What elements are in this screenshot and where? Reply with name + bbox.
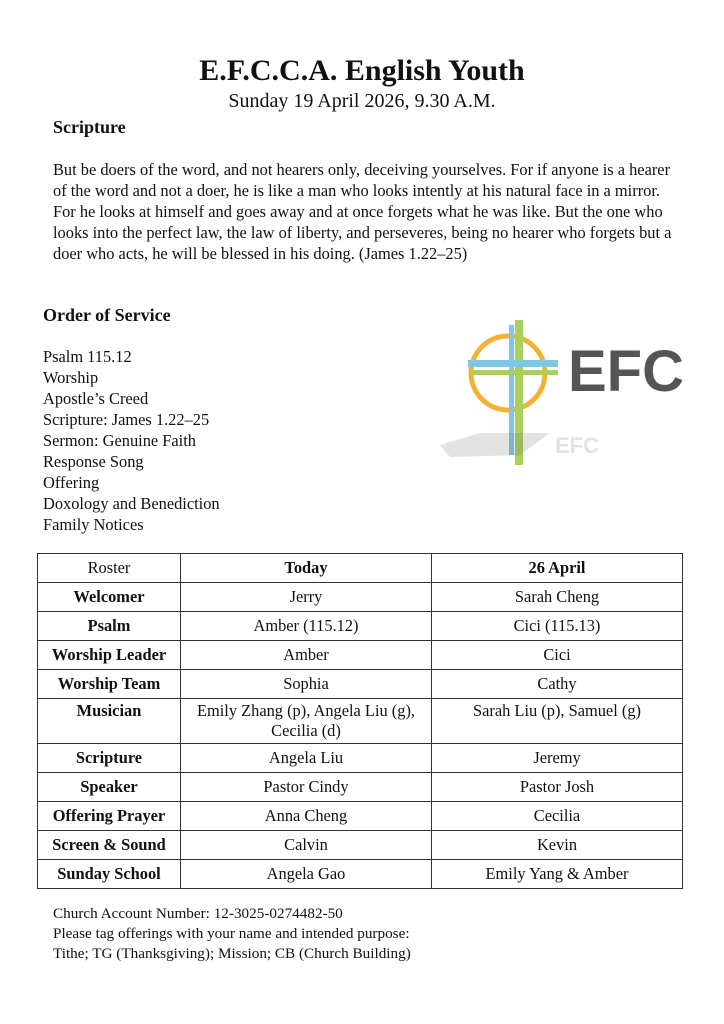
table-row — [38, 802, 683, 831]
today-cell: Anna Cheng — [181, 802, 432, 831]
role-cell: Screen & Sound — [38, 831, 181, 860]
footer-notes — [53, 904, 411, 964]
table-row — [38, 773, 683, 802]
role-cell: Psalm — [38, 612, 181, 641]
today-cell: Emily Zhang (p), Angela Liu (g), Cecilia (d) — [181, 699, 432, 744]
next-cell: Sarah Cheng — [432, 583, 683, 612]
header-today: Today — [181, 554, 432, 583]
offering-categories: Tithe; TG (Thanksgiving); Mission; CB (Church Building) — [53, 945, 411, 962]
table-row — [38, 744, 683, 773]
order-item: Family Notices — [43, 515, 144, 534]
table-row — [38, 670, 683, 699]
next-cell: Kevin — [432, 831, 683, 860]
role-cell: Welcomer — [38, 583, 181, 612]
today-cell: Sophia — [181, 670, 432, 699]
order-item: Sermon: Genuine Faith — [43, 431, 196, 450]
table-row — [38, 641, 683, 670]
table-row — [38, 612, 683, 641]
page-title: E.F.C.C.A. English Youth — [199, 54, 525, 87]
today-cell: Calvin — [181, 831, 432, 860]
next-cell: Cici — [432, 641, 683, 670]
role-cell: Musician — [38, 699, 181, 744]
today-cell: Amber — [181, 641, 432, 670]
next-cell: Emily Yang & Amber — [432, 860, 683, 889]
next-cell: Cici (115.13) — [432, 612, 683, 641]
table-row — [38, 860, 683, 889]
offering-instructions: Please tag offerings with your name and intended purpose: — [53, 925, 410, 942]
order-item: Apostle’s Creed — [43, 389, 149, 408]
role-cell: Sunday School — [38, 860, 181, 889]
page-subtitle: Sunday 19 April 2026, 9.30 A.M. — [228, 90, 496, 112]
logo-cross-horizontal — [468, 360, 558, 367]
today-cell: Angela Liu — [181, 744, 432, 773]
scripture-heading: Scripture — [53, 117, 126, 137]
order-item: Worship — [43, 368, 99, 387]
table-row — [38, 583, 683, 612]
role-cell: Offering Prayer — [38, 802, 181, 831]
role-cell: Scripture — [38, 744, 181, 773]
efc-logo — [430, 315, 690, 470]
logo-reflection-text: EFC — [555, 433, 599, 458]
table-row — [38, 699, 683, 744]
header-roster: Roster — [38, 554, 181, 583]
header-next: 26 April — [432, 554, 683, 583]
logo-reflection — [440, 433, 599, 458]
order-item: Doxology and Benediction — [43, 494, 220, 513]
account-number: Church Account Number: 12-3025-0274482-50 — [53, 905, 343, 922]
next-cell: Cathy — [432, 670, 683, 699]
next-cell: Cecilia — [432, 802, 683, 831]
order-item: Scripture: James 1.22–25 — [43, 410, 210, 429]
today-cell: Pastor Cindy — [181, 773, 432, 802]
order-item: Response Song — [43, 452, 144, 471]
order-of-service-list — [43, 346, 220, 535]
today-cell: Amber (115.12) — [181, 612, 432, 641]
next-cell: Sarah Liu (p), Samuel (g) — [432, 699, 683, 744]
role-cell: Worship Leader — [38, 641, 181, 670]
roster-table — [37, 553, 683, 889]
scripture-text: But be doers of the word, and not hearers only, deceiving yourselves. For if anyone is a hearer of the word and not a doer, he is like a man who looks intently at his natural face in a mirror. For he looks at himself and goes away and at once forgets what he was like. But the one who looks into the perfect law, the law of liberty, and perseveres, being no hearer who forgets but a doer who acts, he will be blessed in his doing. (James 1.22–25) — [53, 160, 672, 263]
order-of-service-heading: Order of Service — [43, 305, 171, 325]
order-item: Offering — [43, 473, 100, 492]
today-cell: Angela Gao — [181, 860, 432, 889]
role-cell: Speaker — [38, 773, 181, 802]
table-header-row — [38, 554, 683, 583]
next-cell: Jeremy — [432, 744, 683, 773]
next-cell: Pastor Josh — [432, 773, 683, 802]
logo-text: EFC — [568, 339, 684, 404]
table-row — [38, 831, 683, 860]
role-cell: Worship Team — [38, 670, 181, 699]
order-item: Psalm 115.12 — [43, 347, 132, 366]
today-cell: Jerry — [181, 583, 432, 612]
